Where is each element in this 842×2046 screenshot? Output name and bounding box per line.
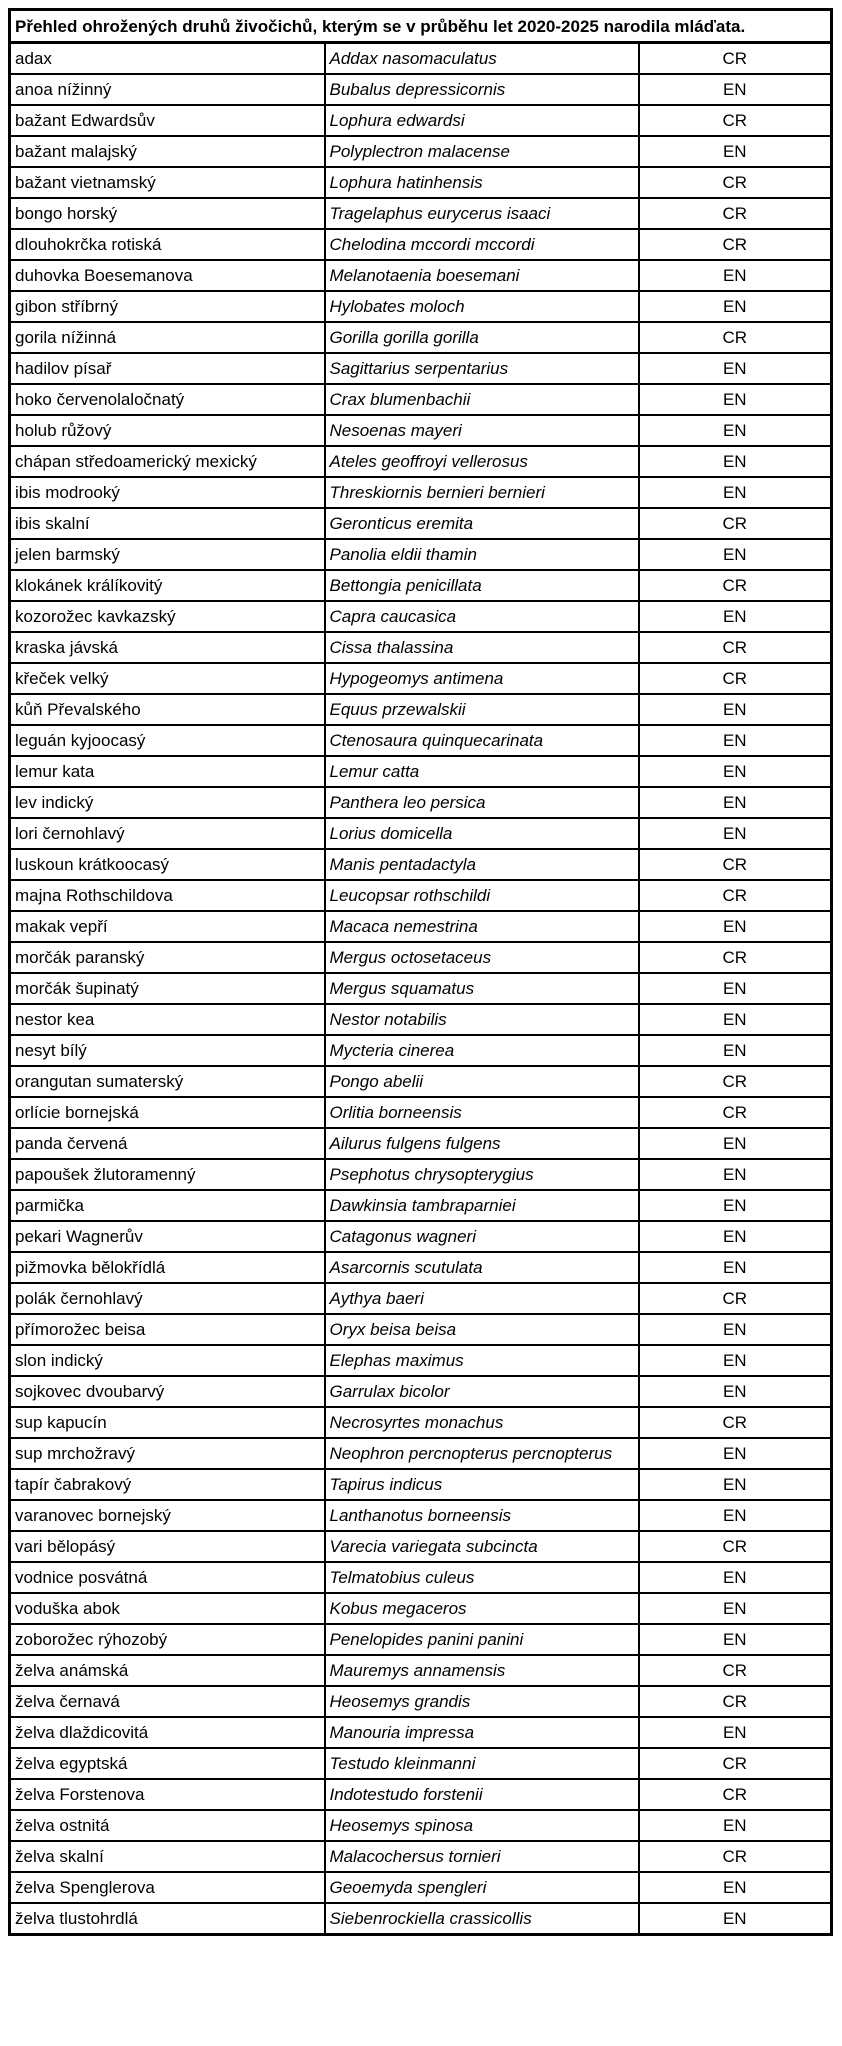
latin-name-cell: Panolia eldii thamin xyxy=(325,539,639,570)
table-row xyxy=(10,1841,832,1872)
latin-name-cell: Lanthanotus borneensis xyxy=(325,1500,639,1531)
czech-name-cell: kraska jávská xyxy=(10,632,325,663)
czech-name-cell: nesyt bílý xyxy=(10,1035,325,1066)
czech-name-cell: želva tlustohrdlá xyxy=(10,1903,325,1935)
czech-name-cell: polák černohlavý xyxy=(10,1283,325,1314)
czech-name-cell: hoko červenolaločnatý xyxy=(10,384,325,415)
latin-name-cell: Geronticus eremita xyxy=(325,508,639,539)
status-cell: EN xyxy=(639,384,832,415)
status-cell: EN xyxy=(639,1562,832,1593)
latin-name-cell: Mergus octosetaceus xyxy=(325,942,639,973)
status-cell: CR xyxy=(639,1748,832,1779)
latin-name-cell: Nesoenas mayeri xyxy=(325,415,639,446)
czech-name-cell: křeček velký xyxy=(10,663,325,694)
latin-name-cell: Necrosyrtes monachus xyxy=(325,1407,639,1438)
latin-name-cell: Lemur catta xyxy=(325,756,639,787)
latin-name-cell: Kobus megaceros xyxy=(325,1593,639,1624)
status-cell: EN xyxy=(639,1159,832,1190)
czech-name-cell: želva egyptská xyxy=(10,1748,325,1779)
table-row xyxy=(10,1531,832,1562)
table-row xyxy=(10,1624,832,1655)
latin-name-cell: Ateles geoffroyi vellerosus xyxy=(325,446,639,477)
status-cell: CR xyxy=(639,1407,832,1438)
czech-name-cell: želva skalní xyxy=(10,1841,325,1872)
status-cell: EN xyxy=(639,446,832,477)
czech-name-cell: želva anámská xyxy=(10,1655,325,1686)
latin-name-cell: Addax nasomaculatus xyxy=(325,43,639,75)
status-cell: CR xyxy=(639,570,832,601)
latin-name-cell: Mergus squamatus xyxy=(325,973,639,1004)
status-cell: EN xyxy=(639,1593,832,1624)
czech-name-cell: holub růžový xyxy=(10,415,325,446)
status-cell: CR xyxy=(639,1097,832,1128)
status-cell: EN xyxy=(639,1035,832,1066)
latin-name-cell: Heosemys spinosa xyxy=(325,1810,639,1841)
status-cell: EN xyxy=(639,787,832,818)
latin-name-cell: Psephotus chrysopterygius xyxy=(325,1159,639,1190)
status-cell: EN xyxy=(639,1314,832,1345)
table-row xyxy=(10,849,832,880)
czech-name-cell: jelen barmský xyxy=(10,539,325,570)
table-row xyxy=(10,1872,832,1903)
latin-name-cell: Ctenosaura quinquecarinata xyxy=(325,725,639,756)
czech-name-cell: gibon stříbrný xyxy=(10,291,325,322)
table-row xyxy=(10,911,832,942)
table-row xyxy=(10,105,832,136)
czech-name-cell: varanovec bornejský xyxy=(10,1500,325,1531)
czech-name-cell: leguán kyjoocasý xyxy=(10,725,325,756)
latin-name-cell: Ailurus fulgens fulgens xyxy=(325,1128,639,1159)
status-cell: EN xyxy=(639,291,832,322)
status-cell: EN xyxy=(639,973,832,1004)
czech-name-cell: orlície bornejská xyxy=(10,1097,325,1128)
table-row xyxy=(10,539,832,570)
czech-name-cell: orangutan sumaterský xyxy=(10,1066,325,1097)
status-cell: EN xyxy=(639,1469,832,1500)
czech-name-cell: voduška abok xyxy=(10,1593,325,1624)
table-row xyxy=(10,1221,832,1252)
czech-name-cell: želva dlaždicovitá xyxy=(10,1717,325,1748)
latin-name-cell: Dawkinsia tambraparniei xyxy=(325,1190,639,1221)
czech-name-cell: ibis skalní xyxy=(10,508,325,539)
latin-name-cell: Mauremys annamensis xyxy=(325,1655,639,1686)
table-row xyxy=(10,1066,832,1097)
table-row xyxy=(10,1376,832,1407)
latin-name-cell: Lophura edwardsi xyxy=(325,105,639,136)
latin-name-cell: Aythya baeri xyxy=(325,1283,639,1314)
species-table xyxy=(8,8,833,1936)
table-row xyxy=(10,601,832,632)
latin-name-cell: Indotestudo forstenii xyxy=(325,1779,639,1810)
latin-name-cell: Cissa thalassina xyxy=(325,632,639,663)
table-row xyxy=(10,477,832,508)
latin-name-cell: Panthera leo persica xyxy=(325,787,639,818)
czech-name-cell: pižmovka bělokřídlá xyxy=(10,1252,325,1283)
status-cell: CR xyxy=(639,198,832,229)
table-row xyxy=(10,229,832,260)
table-row xyxy=(10,1779,832,1810)
latin-name-cell: Orlitia borneensis xyxy=(325,1097,639,1128)
status-cell: EN xyxy=(639,1004,832,1035)
latin-name-cell: Nestor notabilis xyxy=(325,1004,639,1035)
latin-name-cell: Manouria impressa xyxy=(325,1717,639,1748)
status-cell: CR xyxy=(639,1841,832,1872)
latin-name-cell: Asarcornis scutulata xyxy=(325,1252,639,1283)
czech-name-cell: přímorožec beisa xyxy=(10,1314,325,1345)
latin-name-cell: Equus przewalskii xyxy=(325,694,639,725)
status-cell: EN xyxy=(639,756,832,787)
latin-name-cell: Telmatobius culeus xyxy=(325,1562,639,1593)
table-row xyxy=(10,942,832,973)
latin-name-cell: Capra caucasica xyxy=(325,601,639,632)
table-row xyxy=(10,694,832,725)
status-cell: EN xyxy=(639,1128,832,1159)
table-row xyxy=(10,384,832,415)
status-cell: CR xyxy=(639,1283,832,1314)
table-row xyxy=(10,1655,832,1686)
status-cell: EN xyxy=(639,1810,832,1841)
status-cell: CR xyxy=(639,1531,832,1562)
table-row xyxy=(10,1903,832,1935)
latin-name-cell: Sagittarius serpentarius xyxy=(325,353,639,384)
table-row xyxy=(10,446,832,477)
table-row xyxy=(10,322,832,353)
latin-name-cell: Polyplectron malacense xyxy=(325,136,639,167)
table-row xyxy=(10,787,832,818)
status-cell: EN xyxy=(639,1190,832,1221)
latin-name-cell: Lorius domicella xyxy=(325,818,639,849)
table-row xyxy=(10,1469,832,1500)
czech-name-cell: zoborožec rýhozobý xyxy=(10,1624,325,1655)
status-cell: EN xyxy=(639,539,832,570)
table-row xyxy=(10,1097,832,1128)
status-cell: EN xyxy=(639,74,832,105)
latin-name-cell: Garrulax bicolor xyxy=(325,1376,639,1407)
table-row xyxy=(10,167,832,198)
czech-name-cell: kůň Převalského xyxy=(10,694,325,725)
czech-name-cell: chápan středoamerický mexický xyxy=(10,446,325,477)
status-cell: EN xyxy=(639,1376,832,1407)
table-row xyxy=(10,1035,832,1066)
czech-name-cell: bongo horský xyxy=(10,198,325,229)
status-cell: EN xyxy=(639,1252,832,1283)
table-title: Přehled ohrožených druhů živočichů, kterým se v průběhu let 2020-2025 narodila mláďata. xyxy=(10,10,832,43)
latin-name-cell: Siebenrockiella crassicollis xyxy=(325,1903,639,1935)
czech-name-cell: želva ostnitá xyxy=(10,1810,325,1841)
status-cell: EN xyxy=(639,1872,832,1903)
status-cell: CR xyxy=(639,1686,832,1717)
table-row xyxy=(10,1810,832,1841)
latin-name-cell: Crax blumenbachii xyxy=(325,384,639,415)
table-row xyxy=(10,1438,832,1469)
status-cell: EN xyxy=(639,1221,832,1252)
czech-name-cell: nestor kea xyxy=(10,1004,325,1035)
czech-name-cell: parmička xyxy=(10,1190,325,1221)
czech-name-cell: vodnice posvátná xyxy=(10,1562,325,1593)
latin-name-cell: Heosemys grandis xyxy=(325,1686,639,1717)
table-row xyxy=(10,353,832,384)
table-row xyxy=(10,43,832,75)
table-row xyxy=(10,1159,832,1190)
status-cell: EN xyxy=(639,136,832,167)
status-cell: EN xyxy=(639,1717,832,1748)
latin-name-cell: Bubalus depressicornis xyxy=(325,74,639,105)
status-cell: CR xyxy=(639,1655,832,1686)
table-row xyxy=(10,756,832,787)
status-cell: EN xyxy=(639,911,832,942)
status-cell: CR xyxy=(639,849,832,880)
status-cell: CR xyxy=(639,322,832,353)
czech-name-cell: sup kapucín xyxy=(10,1407,325,1438)
status-cell: CR xyxy=(639,942,832,973)
status-cell: EN xyxy=(639,260,832,291)
status-cell: EN xyxy=(639,1624,832,1655)
czech-name-cell: bažant malajský xyxy=(10,136,325,167)
czech-name-cell: anoa nížinný xyxy=(10,74,325,105)
czech-name-cell: želva Spenglerova xyxy=(10,1872,325,1903)
status-cell: EN xyxy=(639,1500,832,1531)
table-row xyxy=(10,508,832,539)
status-cell: EN xyxy=(639,477,832,508)
czech-name-cell: makak vepří xyxy=(10,911,325,942)
table-row xyxy=(10,1562,832,1593)
status-cell: CR xyxy=(639,880,832,911)
status-cell: CR xyxy=(639,1779,832,1810)
title-row xyxy=(10,10,832,43)
latin-name-cell: Pongo abelii xyxy=(325,1066,639,1097)
latin-name-cell: Lophura hatinhensis xyxy=(325,167,639,198)
czech-name-cell: majna Rothschildova xyxy=(10,880,325,911)
czech-name-cell: adax xyxy=(10,43,325,75)
czech-name-cell: papoušek žlutoramenný xyxy=(10,1159,325,1190)
czech-name-cell: vari bělopásý xyxy=(10,1531,325,1562)
status-cell: EN xyxy=(639,694,832,725)
latin-name-cell: Catagonus wagneri xyxy=(325,1221,639,1252)
czech-name-cell: dlouhokrčka rotiská xyxy=(10,229,325,260)
czech-name-cell: lemur kata xyxy=(10,756,325,787)
table-row xyxy=(10,1500,832,1531)
czech-name-cell: lev indický xyxy=(10,787,325,818)
table-row xyxy=(10,1004,832,1035)
table-row xyxy=(10,1593,832,1624)
table-row xyxy=(10,632,832,663)
status-cell: CR xyxy=(639,43,832,75)
czech-name-cell: pekari Wagnerův xyxy=(10,1221,325,1252)
latin-name-cell: Macaca nemestrina xyxy=(325,911,639,942)
status-cell: CR xyxy=(639,105,832,136)
status-cell: CR xyxy=(639,632,832,663)
table-row xyxy=(10,1128,832,1159)
czech-name-cell: slon indický xyxy=(10,1345,325,1376)
latin-name-cell: Chelodina mccordi mccordi xyxy=(325,229,639,260)
table-row xyxy=(10,1314,832,1345)
czech-name-cell: hadilov písař xyxy=(10,353,325,384)
latin-name-cell: Geoemyda spengleri xyxy=(325,1872,639,1903)
czech-name-cell: morčák paranský xyxy=(10,942,325,973)
table-row xyxy=(10,973,832,1004)
table-row xyxy=(10,415,832,446)
table-body xyxy=(10,43,832,1935)
table-row xyxy=(10,1345,832,1376)
czech-name-cell: lori černohlavý xyxy=(10,818,325,849)
czech-name-cell: sojkovec dvoubarvý xyxy=(10,1376,325,1407)
czech-name-cell: klokánek králíkovitý xyxy=(10,570,325,601)
status-cell: CR xyxy=(639,167,832,198)
latin-name-cell: Tapirus indicus xyxy=(325,1469,639,1500)
table-row xyxy=(10,1717,832,1748)
status-cell: EN xyxy=(639,1903,832,1935)
table-row xyxy=(10,570,832,601)
latin-name-cell: Varecia variegata subcincta xyxy=(325,1531,639,1562)
status-cell: EN xyxy=(639,415,832,446)
czech-name-cell: tapír čabrakový xyxy=(10,1469,325,1500)
latin-name-cell: Threskiornis bernieri bernieri xyxy=(325,477,639,508)
table-row xyxy=(10,1283,832,1314)
latin-name-cell: Manis pentadactyla xyxy=(325,849,639,880)
status-cell: CR xyxy=(639,508,832,539)
table-row xyxy=(10,291,832,322)
status-cell: EN xyxy=(639,353,832,384)
status-cell: EN xyxy=(639,1345,832,1376)
czech-name-cell: ibis modrooký xyxy=(10,477,325,508)
status-cell: EN xyxy=(639,818,832,849)
table-row xyxy=(10,880,832,911)
table-row xyxy=(10,74,832,105)
czech-name-cell: duhovka Boesemanova xyxy=(10,260,325,291)
latin-name-cell: Elephas maximus xyxy=(325,1345,639,1376)
latin-name-cell: Bettongia penicillata xyxy=(325,570,639,601)
table-row xyxy=(10,1686,832,1717)
czech-name-cell: sup mrchožravý xyxy=(10,1438,325,1469)
latin-name-cell: Mycteria cinerea xyxy=(325,1035,639,1066)
table-row xyxy=(10,818,832,849)
latin-name-cell: Melanotaenia boesemani xyxy=(325,260,639,291)
status-cell: EN xyxy=(639,725,832,756)
latin-name-cell: Malacochersus tornieri xyxy=(325,1841,639,1872)
latin-name-cell: Tragelaphus eurycerus isaaci xyxy=(325,198,639,229)
table-row xyxy=(10,1748,832,1779)
status-cell: CR xyxy=(639,1066,832,1097)
table-row xyxy=(10,725,832,756)
czech-name-cell: želva Forstenova xyxy=(10,1779,325,1810)
latin-name-cell: Gorilla gorilla gorilla xyxy=(325,322,639,353)
table-row xyxy=(10,198,832,229)
latin-name-cell: Hypogeomys antimena xyxy=(325,663,639,694)
latin-name-cell: Oryx beisa beisa xyxy=(325,1314,639,1345)
czech-name-cell: bažant Edwardsův xyxy=(10,105,325,136)
table-row xyxy=(10,663,832,694)
czech-name-cell: kozorožec kavkazský xyxy=(10,601,325,632)
czech-name-cell: morčák šupinatý xyxy=(10,973,325,1004)
table-row xyxy=(10,1190,832,1221)
status-cell: CR xyxy=(639,229,832,260)
czech-name-cell: panda červená xyxy=(10,1128,325,1159)
latin-name-cell: Testudo kleinmanni xyxy=(325,1748,639,1779)
czech-name-cell: bažant vietnamský xyxy=(10,167,325,198)
table-row xyxy=(10,1407,832,1438)
czech-name-cell: gorila nížinná xyxy=(10,322,325,353)
table-row xyxy=(10,1252,832,1283)
table-row xyxy=(10,260,832,291)
czech-name-cell: luskoun krátkoocasý xyxy=(10,849,325,880)
latin-name-cell: Hylobates moloch xyxy=(325,291,639,322)
status-cell: EN xyxy=(639,1438,832,1469)
czech-name-cell: želva černavá xyxy=(10,1686,325,1717)
status-cell: EN xyxy=(639,601,832,632)
latin-name-cell: Penelopides panini panini xyxy=(325,1624,639,1655)
status-cell: CR xyxy=(639,663,832,694)
latin-name-cell: Neophron percnopterus percnopterus xyxy=(325,1438,639,1469)
latin-name-cell: Leucopsar rothschildi xyxy=(325,880,639,911)
table-row xyxy=(10,136,832,167)
